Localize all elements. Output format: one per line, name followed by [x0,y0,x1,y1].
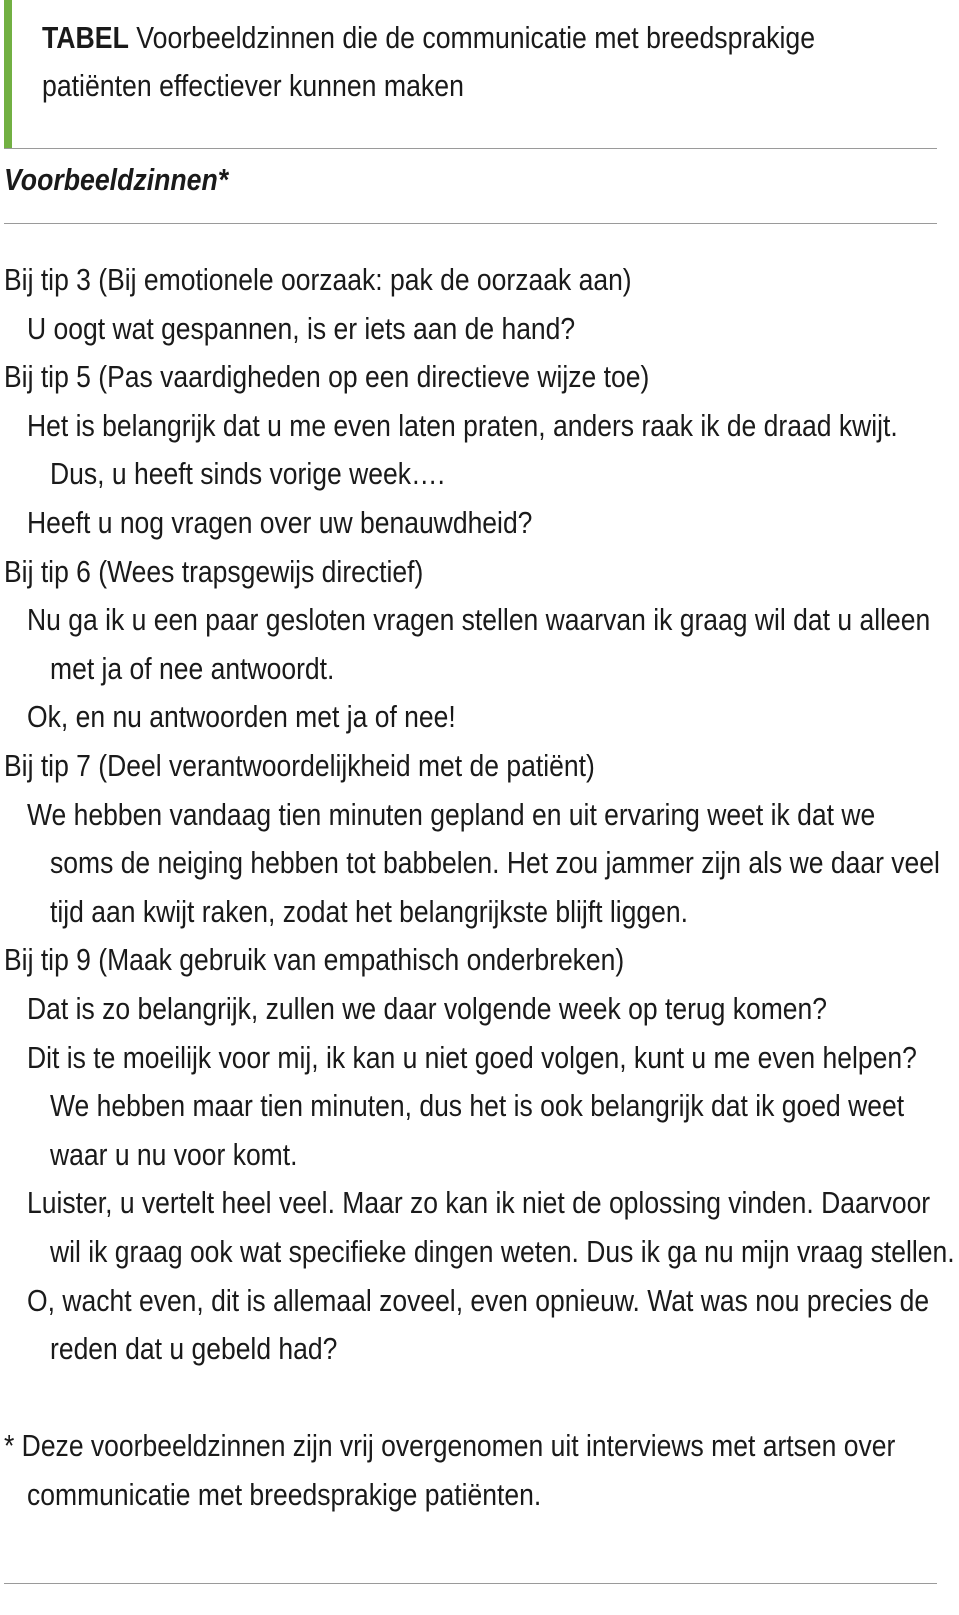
table-label: TABEL [42,20,129,55]
table-title-text: Voorbeeldzinnen die de communicatie met breedsprakige [136,20,816,55]
tip-heading: Bij tip 5 (Pas vaardigheden op een directieve wijze toe) [4,359,650,395]
example-sentence-line: U oogt wat gespannen, is er iets aan de hand? [27,310,576,346]
example-sentence-line: reden dat u gebeld had? [50,1331,338,1367]
table-title-line-2: patiënten effectiever kunnen maken [42,68,464,103]
example-sentence-line: Dit is te moeilijk voor mij, ik kan u niet goed volgen, kunt u me even helpen? [27,1039,917,1075]
tip-heading: Bij tip 7 (Deel verantwoordelijkheid met de patiënt) [4,748,595,783]
footnote-line-1: * Deze voorbeeldzinnen zijn vrij overgenomen uit interviews met artsen over [4,1428,896,1463]
footnote-line-2: communicatie met breedsprakige patiënten. [27,1477,542,1512]
divider-bottom [4,1583,937,1584]
table-title-block [4,0,939,148]
example-sentence-line: Ok, en nu antwoorden met ja of nee! [27,699,456,735]
tip-heading: Bij tip 3 (Bij emotionele oorzaak: pak de oorzaak aan) [4,262,632,297]
example-sentence-line: met ja of nee antwoordt. [50,650,335,686]
divider-top [4,148,937,149]
example-sentence-line: Nu ga ik u een paar gesloten vragen stellen waarvan ik graag wil dat u alleen [27,602,931,638]
example-sentence-line: tijd aan kwijt raken, zodat het belangrijkste blijft liggen. [50,893,688,929]
tip-heading: Bij tip 9 (Maak gebruik van empathisch onderbreken) [4,942,625,978]
divider-header [4,223,937,224]
example-sentence-line: Luister, u vertelt heel veel. Maar zo kan ik niet de oplossing vinden. Daarvoor [27,1185,931,1221]
example-sentence-line: soms de neiging hebben tot babbelen. Het zou jammer zijn als we daar veel [50,845,940,881]
example-sentence-line: Dus, u heeft sinds vorige week…. [50,456,445,492]
tip-heading: Bij tip 6 (Wees trapsgewijs directief) [4,553,424,589]
example-sentence-line: wil ik graag ook wat specifieke dingen weten. Dus ik ga nu mijn vraag stellen. [50,1234,955,1269]
column-header: Voorbeeldzinnen* [4,162,229,197]
table-title [42,14,928,110]
example-sentence-line: We hebben vandaag tien minuten gepland en uit ervaring weet ik dat we [27,796,876,832]
example-sentence-line: We hebben maar tien minuten, dus het is ook belangrijk dat ik goed weet [50,1088,905,1124]
example-sentence-line: waar u nu voor komt. [50,1136,298,1172]
table-title-line-1 [42,14,928,62]
example-sentence-line: Heeft u nog vragen over uw benauwdheid? [27,505,533,540]
example-sentence-line: Dat is zo belangrijk, zullen we daar volgende week op terug komen? [27,991,828,1026]
example-sentence-line: O, wacht even, dit is allemaal zoveel, even opnieuw. Wat was nou precies de [27,1282,930,1318]
example-sentence-line: Het is belangrijk dat u me even laten praten, anders raak ik de draad kwijt. [27,407,898,443]
